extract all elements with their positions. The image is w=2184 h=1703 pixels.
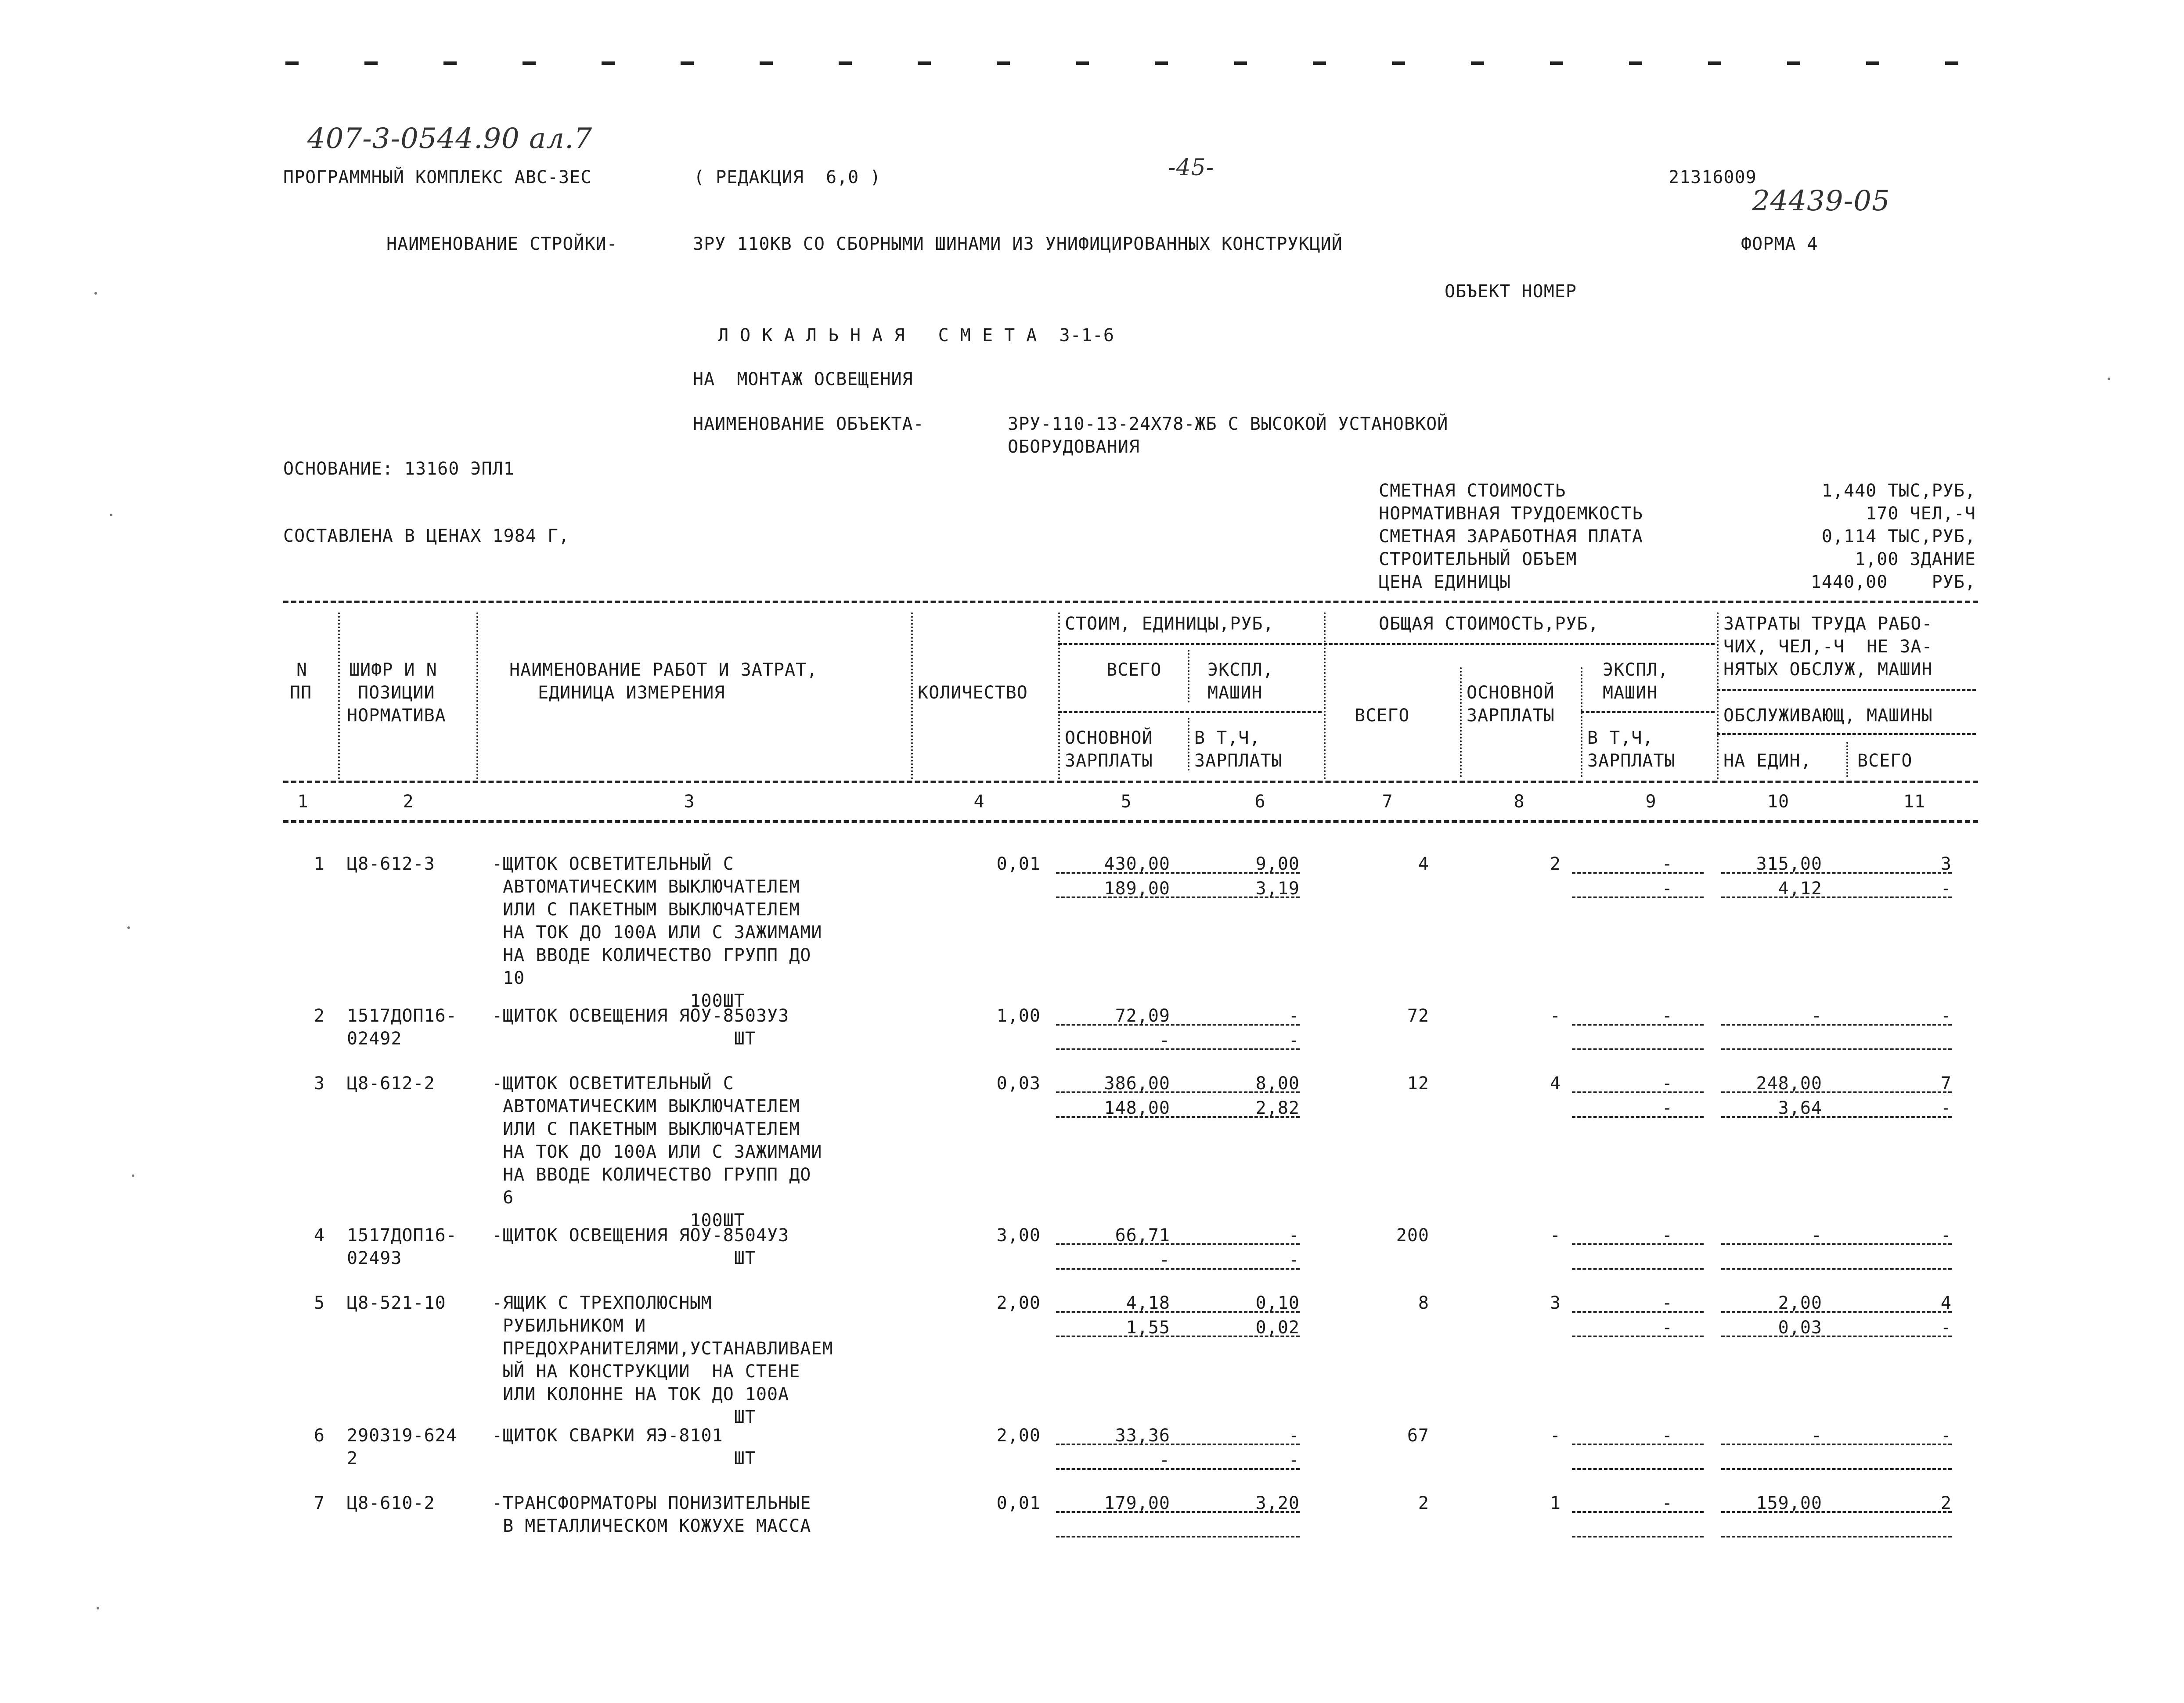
header-inner-rule (1058, 643, 1322, 645)
header-inner-rule (1717, 689, 1976, 691)
handwritten-page-number: -45- (1168, 155, 1215, 181)
row-work-name: -ЩИТОК ОСВЕЩЕНИЯ ЯОУ-8504У3 (492, 1225, 789, 1246)
cell-c9b: - (1661, 1318, 1673, 1338)
row-work-name: ИЛИ С ПАКЕТНЫМ ВЫКЛЮЧАТЕЛЕМ (492, 1119, 800, 1139)
cell-c5b: - (1159, 1250, 1170, 1270)
cell-c10b: 3,64 (1778, 1098, 1822, 1118)
cell-rule (1721, 1536, 1952, 1537)
cell-c9: - (1661, 1225, 1673, 1246)
header-labor: НЯТЫХ ОБСЛУЖ, МАШИН (1723, 659, 1933, 680)
row-code: 2 (347, 1448, 358, 1469)
cell-rule (1721, 1511, 1952, 1513)
summary-value: 1,00 ЗДАНИЕ (1855, 549, 1976, 569)
cell-qty: 0,01 (996, 854, 1041, 874)
row-number: 6 (314, 1426, 325, 1446)
summary-label: СМЕТНАЯ СТОИМОСТЬ (1379, 481, 1566, 501)
header-inner-rule (1058, 711, 1322, 713)
header-unit-machines: ЭКСПЛ, (1207, 660, 1274, 680)
header-work-unit: ЕДИНИЦА ИЗМЕРЕНИЯ (538, 683, 725, 703)
basis: ОСНОВАНИЕ: 13160 ЭПЛ1 (283, 459, 515, 479)
header-total-cost: ОБЩАЯ СТОИМОСТЬ,РУБ, (1379, 614, 1599, 634)
row-work-name: АВТОМАТИЧЕСКИМ ВЫКЛЮЧАТЕЛЕМ (492, 877, 800, 897)
cell-rule (1721, 1048, 1952, 1050)
cell-c10: 2,00 (1778, 1293, 1822, 1313)
cell-rule (1721, 1336, 1952, 1337)
cell-rule (1572, 1116, 1704, 1118)
cell-c5: 179,00 (1104, 1493, 1170, 1513)
row-code: 02493 (347, 1248, 402, 1268)
cell-c5: 66,71 (1115, 1225, 1170, 1246)
table-top-rule (283, 601, 1978, 603)
cell-rule (1721, 1268, 1952, 1270)
column-number: 8 (1514, 792, 1525, 812)
row-number: 5 (314, 1293, 325, 1313)
cell-c8: 1 (1550, 1493, 1561, 1513)
header-code: ПОЗИЦИИ (358, 683, 435, 703)
row-work-name: -ТРАНСФОРМАТОРЫ ПОНИЗИТЕЛЬНЫЕ (492, 1493, 811, 1513)
cell-c8: - (1550, 1426, 1561, 1446)
program-edition: ( РЕДАКЦИЯ 6,0 ) (694, 167, 881, 187)
row-code: Ц8-612-3 (347, 854, 435, 874)
cell-c11b: - (1940, 879, 1952, 899)
cell-rule (1056, 1024, 1300, 1026)
row-work-name: -ЩИТОК ОСВЕТИТЕЛЬНЫЙ С (492, 854, 734, 874)
header-unit-total: ВСЕГО (1106, 660, 1162, 680)
cell-c8: - (1550, 1225, 1561, 1246)
row-work-name: -ЩИТОК ОСВЕЩЕНИЯ ЯОУ-8503У3 (492, 1006, 789, 1026)
program-code: 21316009 (1669, 167, 1757, 187)
cell-qty: 3,00 (996, 1225, 1041, 1246)
cell-c11b: - (1940, 1318, 1952, 1338)
row-work-name: -ЩИТОК ОСВЕТИТЕЛЬНЫЙ С (492, 1073, 734, 1094)
row-work-name: В МЕТАЛЛИЧЕСКОМ КОЖУХЕ МАССА (492, 1516, 811, 1536)
header-n: N (296, 660, 308, 680)
cell-rule (1056, 1268, 1300, 1270)
object-name-line-1: ЗРУ-110-13-24Х78-ЖБ С ВЫСОКОЙ УСТАНОВКОЙ (1008, 414, 1449, 434)
cell-rule (1572, 1468, 1704, 1470)
cell-c6: 3,20 (1255, 1493, 1300, 1513)
cell-c8: 4 (1550, 1073, 1561, 1094)
row-work-name: АВТОМАТИЧЕСКИМ ВЫКЛЮЧАТЕЛЕМ (492, 1096, 800, 1116)
scan-speck (94, 292, 97, 295)
cell-c11: 7 (1940, 1073, 1952, 1094)
cell-c6: 9,00 (1255, 854, 1300, 874)
column-number: 10 (1767, 792, 1790, 812)
row-work-name: НА ВВОДЕ КОЛИЧЕСТВО ГРУПП ДО (492, 945, 811, 965)
cell-c9b: - (1661, 879, 1673, 899)
cell-rule (1721, 1243, 1952, 1245)
header-quantity: КОЛИЧЕСТВО (918, 683, 1028, 703)
cell-qty: 0,01 (996, 1493, 1041, 1513)
row-work-name: 10 (492, 968, 525, 988)
row-work-name: ШТ (492, 1407, 756, 1427)
header-separator (338, 612, 340, 779)
cell-rule (1572, 1048, 1704, 1050)
row-work-name: ШТ (492, 1029, 756, 1049)
form-number: ФОРМА 4 (1741, 234, 1818, 254)
handwritten-doc-code: 407-3-0544.90 ал.7 (307, 122, 593, 155)
cell-rule (1721, 1024, 1952, 1026)
cell-c7: 12 (1407, 1073, 1429, 1094)
scan-speck (127, 926, 130, 929)
header-separator (1581, 667, 1582, 777)
header-total-base-salary: ЗАРПЛАТЫ (1467, 706, 1555, 726)
summary-label: НОРМАТИВНАЯ ТРУДОЕМКОСТЬ (1379, 504, 1643, 524)
cell-c9: - (1661, 1293, 1673, 1313)
cell-rule (1056, 1243, 1300, 1245)
cell-rule (1572, 1536, 1704, 1537)
column-number-rule (283, 820, 1978, 823)
cell-rule (1056, 1536, 1300, 1537)
estimate-subtitle: НА МОНТАЖ ОСВЕЩЕНИЯ (693, 369, 913, 389)
header-separator (1324, 612, 1326, 779)
cell-c6b: - (1288, 1250, 1300, 1270)
scan-speck (132, 1174, 134, 1177)
header-work-name: НАИМЕНОВАНИЕ РАБОТ И ЗАТРАТ, (509, 660, 818, 680)
row-work-name: ИЛИ С ПАКЕТНЫМ ВЫКЛЮЧАТЕЛЕМ (492, 900, 800, 920)
cell-c7: 2 (1418, 1493, 1429, 1513)
cell-rule (1056, 1468, 1300, 1470)
header-bottom-rule (283, 781, 1978, 783)
row-work-name: -ЩИТОК СВАРКИ ЯЭ-8101 (492, 1426, 723, 1446)
column-number: 2 (403, 792, 414, 812)
header-unit-base-salary: ЗАРПЛАТЫ (1065, 751, 1153, 771)
header-labor-total: ВСЕГО (1857, 751, 1913, 771)
header-total-base-salary: ОСНОВНОЙ (1467, 683, 1555, 703)
row-work-name: 100ШТ (492, 1210, 745, 1231)
header-separator (1717, 612, 1719, 779)
header-unit-base-salary: ОСНОВНОЙ (1065, 728, 1153, 748)
object-name-line-2: ОБОРУДОВАНИЯ (1008, 437, 1140, 457)
header-labor: ЗАТРАТЫ ТРУДА РАБО- (1723, 614, 1933, 634)
row-code: Ц8-521-10 (347, 1293, 446, 1313)
header-inner-rule (1717, 733, 1976, 735)
cell-c6b: 2,82 (1255, 1098, 1300, 1118)
object-label: НАИМЕНОВАНИЕ ОБЪЕКТА- (693, 414, 924, 434)
header-labor: ЧИХ, ЧЕЛ,-Ч НЕ ЗА- (1723, 637, 1933, 657)
header-inner-rule (1324, 643, 1715, 645)
row-work-name: НА ВВОДЕ КОЛИЧЕСТВО ГРУПП ДО (492, 1165, 811, 1185)
summary-value: 0,114 ТЫС,РУБ, (1821, 526, 1976, 547)
cell-c7: 200 (1396, 1225, 1429, 1246)
row-code: Ц8-610-2 (347, 1493, 435, 1513)
cell-c7: 67 (1407, 1426, 1429, 1446)
cell-rule (1056, 1444, 1300, 1445)
cell-c6: 8,00 (1255, 1073, 1300, 1094)
row-work-name: ШТ (492, 1448, 756, 1469)
header-separator (911, 612, 913, 779)
row-work-name: 6 (492, 1188, 514, 1208)
cell-rule (1056, 1091, 1300, 1093)
row-work-name: ПРЕДОХРАНИТЕЛЯМИ,УСТАНАВЛИВАЕМ (492, 1339, 833, 1359)
cell-rule (1721, 1468, 1952, 1470)
header-code: ШИФР И N (349, 660, 437, 680)
cell-rule (1572, 1243, 1704, 1245)
row-work-name: ЫЙ НА КОНСТРУКЦИИ НА СТЕНЕ (492, 1361, 800, 1382)
column-number: 1 (297, 792, 309, 812)
column-number: 9 (1645, 792, 1657, 812)
cell-c8: 3 (1550, 1293, 1561, 1313)
row-work-name: -ЯЩИК С ТРЕХПОЛЮСНЫМ (492, 1293, 712, 1313)
cell-c6: - (1288, 1006, 1300, 1026)
cell-c5b: - (1159, 1450, 1170, 1470)
row-code: 290319-624 (347, 1426, 457, 1446)
row-number: 4 (314, 1225, 325, 1246)
cell-qty: 2,00 (996, 1426, 1041, 1446)
row-work-name: 100ШТ (492, 991, 745, 1011)
cell-c10b: 0,03 (1778, 1318, 1822, 1338)
scan-speck (97, 1607, 99, 1609)
header-total-machines: МАШИН (1603, 683, 1658, 703)
cell-rule (1056, 1336, 1300, 1337)
cell-rule (1056, 1311, 1300, 1313)
column-number: 7 (1382, 792, 1393, 812)
cell-c6: - (1288, 1225, 1300, 1246)
header-unit-machines: МАШИН (1207, 683, 1263, 703)
cell-qty: 2,00 (996, 1293, 1041, 1313)
cell-c5: 4,18 (1126, 1293, 1170, 1313)
summary-value: 170 ЧЕЛ,-Ч (1866, 504, 1976, 524)
row-code: 02492 (347, 1029, 402, 1049)
cell-c11: 3 (1940, 854, 1952, 874)
cell-c5b: - (1159, 1030, 1170, 1051)
cell-c7: 8 (1418, 1293, 1429, 1313)
cell-c10b: 4,12 (1778, 879, 1822, 899)
cell-rule (1721, 1444, 1952, 1445)
row-work-name: ШТ (492, 1248, 756, 1268)
row-number: 3 (314, 1073, 325, 1094)
cell-c6: 0,10 (1255, 1293, 1300, 1313)
header-separator (1058, 612, 1060, 779)
header-pp: ПП (290, 683, 312, 703)
cell-c10: 159,00 (1756, 1493, 1822, 1513)
cell-c6b: 3,19 (1255, 879, 1300, 899)
row-code: Ц8-612-2 (347, 1073, 435, 1094)
scan-speck (110, 514, 112, 516)
cell-rule (1056, 1116, 1300, 1118)
header-unit-incl-salary: В Т,Ч, (1194, 728, 1261, 748)
estimate-title: Л О К А Л Ь Н А Я С М Е Т А 3-1-6 (718, 325, 1114, 346)
header-separator (476, 612, 478, 779)
row-work-name: РУБИЛЬНИКОМ И (492, 1316, 646, 1336)
cell-qty: 1,00 (996, 1006, 1041, 1026)
scan-speck (2108, 378, 2110, 380)
cell-c6b: 0,02 (1255, 1318, 1300, 1338)
cell-rule (1572, 1444, 1704, 1445)
header-total-incl-salary: В Т,Ч, (1587, 728, 1654, 748)
header-code: НОРМАТИВА (347, 706, 446, 726)
cell-c5b: 1,55 (1126, 1318, 1170, 1338)
cell-c11: - (1940, 1426, 1952, 1446)
cell-c8: 2 (1550, 854, 1561, 874)
cell-c11: 4 (1940, 1293, 1952, 1313)
cell-c10: 315,00 (1756, 854, 1822, 874)
cell-rule (1721, 1116, 1952, 1118)
row-number: 2 (314, 1006, 325, 1026)
row-work-name: ИЛИ КОЛОННЕ НА ТОК ДО 100А (492, 1384, 789, 1404)
row-work-name: НА ТОК ДО 100А ИЛИ С ЗАЖИМАМИ (492, 922, 822, 943)
cell-rule (1572, 1024, 1704, 1026)
construction-label: НАИМЕНОВАНИЕ СТРОЙКИ- (386, 234, 618, 254)
object-number: ОБЪЕКТ НОМЕР (1445, 281, 1577, 302)
cell-rule (1572, 1311, 1704, 1313)
header-total-incl-salary: ЗАРПЛАТЫ (1587, 751, 1676, 771)
summary-label: СТРОИТЕЛЬНЫЙ ОБЪЕМ (1379, 549, 1577, 569)
construction-name: ЗРУ 110КВ СО СБОРНЫМИ ШИНАМИ ИЗ УНИФИЦИРОВАННЫХ КОНСТРУКЦИЙ (693, 234, 1343, 254)
header-separator (1846, 742, 1848, 777)
header-separator (1460, 667, 1462, 777)
header-inner-rule (1581, 711, 1715, 713)
cell-rule (1721, 872, 1952, 874)
column-number: 3 (684, 792, 695, 812)
cell-c11: - (1940, 1225, 1952, 1246)
cell-rule (1572, 1336, 1704, 1337)
row-code: 1517ДОП16- (347, 1006, 457, 1026)
column-number: 6 (1254, 792, 1266, 812)
cell-rule (1056, 872, 1300, 874)
row-code: 1517ДОП16- (347, 1225, 457, 1246)
cell-rule (1572, 1091, 1704, 1093)
cell-c11: 2 (1940, 1493, 1952, 1513)
header-labor-service: ОБСЛУЖИВАЮЩ, МАШИНЫ (1723, 706, 1933, 726)
cell-c5b: 189,00 (1104, 879, 1170, 899)
cell-rule (1056, 1511, 1300, 1513)
cell-c5: 33,36 (1115, 1426, 1170, 1446)
column-number: 4 (973, 792, 985, 812)
cell-c8: - (1550, 1006, 1561, 1026)
header-unit-cost: СТОИМ, ЕДИНИЦЫ,РУБ, (1065, 614, 1274, 634)
header-labor-unit: НА ЕДИН, (1723, 751, 1812, 771)
cell-c9: - (1661, 1493, 1673, 1513)
cell-c9: - (1661, 1073, 1673, 1094)
column-number: 5 (1121, 792, 1132, 812)
cell-c5: 72,09 (1115, 1006, 1170, 1026)
cell-rule (1572, 872, 1704, 874)
cell-rule (1056, 897, 1300, 898)
row-work-name: НА ТОК ДО 100А ИЛИ С ЗАЖИМАМИ (492, 1142, 822, 1162)
cell-c11b: - (1940, 1098, 1952, 1118)
cell-c5: 386,00 (1104, 1073, 1170, 1094)
handwritten-ref-number: 24439-05 (1752, 185, 1890, 217)
cell-rule (1721, 897, 1952, 898)
cell-c10: - (1811, 1225, 1822, 1246)
summary-label: ЦЕНА ЕДИНИЦЫ (1379, 572, 1511, 592)
cell-c6b: - (1288, 1450, 1300, 1470)
cell-c11: - (1940, 1006, 1952, 1026)
cell-c9b: - (1661, 1098, 1673, 1118)
cell-c5: 430,00 (1104, 854, 1170, 874)
cell-c9: - (1661, 1426, 1673, 1446)
cell-rule (1721, 1311, 1952, 1313)
cell-c9: - (1661, 1006, 1673, 1026)
cell-c6b: - (1288, 1030, 1300, 1051)
summary-label: СМЕТНАЯ ЗАРАБОТНАЯ ПЛАТА (1379, 526, 1643, 547)
cell-c7: 72 (1407, 1006, 1429, 1026)
cell-qty: 0,03 (996, 1073, 1041, 1094)
price-basis: СОСТАВЛЕНА В ЦЕНАХ 1984 Г, (283, 526, 570, 546)
cell-c10: 248,00 (1756, 1073, 1822, 1094)
cell-rule (1572, 1511, 1704, 1513)
cell-c5b: 148,00 (1104, 1098, 1170, 1118)
summary-value: 1440,00 РУБ, (1810, 572, 1976, 592)
cell-rule (1056, 1048, 1300, 1050)
row-number: 7 (314, 1493, 325, 1513)
column-number: 11 (1903, 792, 1926, 812)
header-unit-incl-salary: ЗАРПЛАТЫ (1194, 751, 1283, 771)
summary-value: 1,440 ТЫС,РУБ, (1821, 481, 1976, 501)
cell-c10: - (1811, 1006, 1822, 1026)
cell-c6: - (1288, 1426, 1300, 1446)
header-separator (1188, 718, 1189, 770)
cell-c9: - (1661, 854, 1673, 874)
header-total-all: ВСЕГО (1355, 706, 1410, 726)
cell-c7: 4 (1418, 854, 1429, 874)
row-number: 1 (314, 854, 325, 874)
cell-rule (1572, 897, 1704, 898)
program-name: ПРОГРАММНЫЙ КОМПЛЕКС АВС-3ЕС (283, 167, 592, 187)
cell-rule (1572, 1268, 1704, 1270)
header-total-machines: ЭКСПЛ, (1603, 660, 1669, 680)
cell-rule (1721, 1091, 1952, 1093)
header-separator (1188, 650, 1189, 702)
cell-c10: - (1811, 1426, 1822, 1446)
